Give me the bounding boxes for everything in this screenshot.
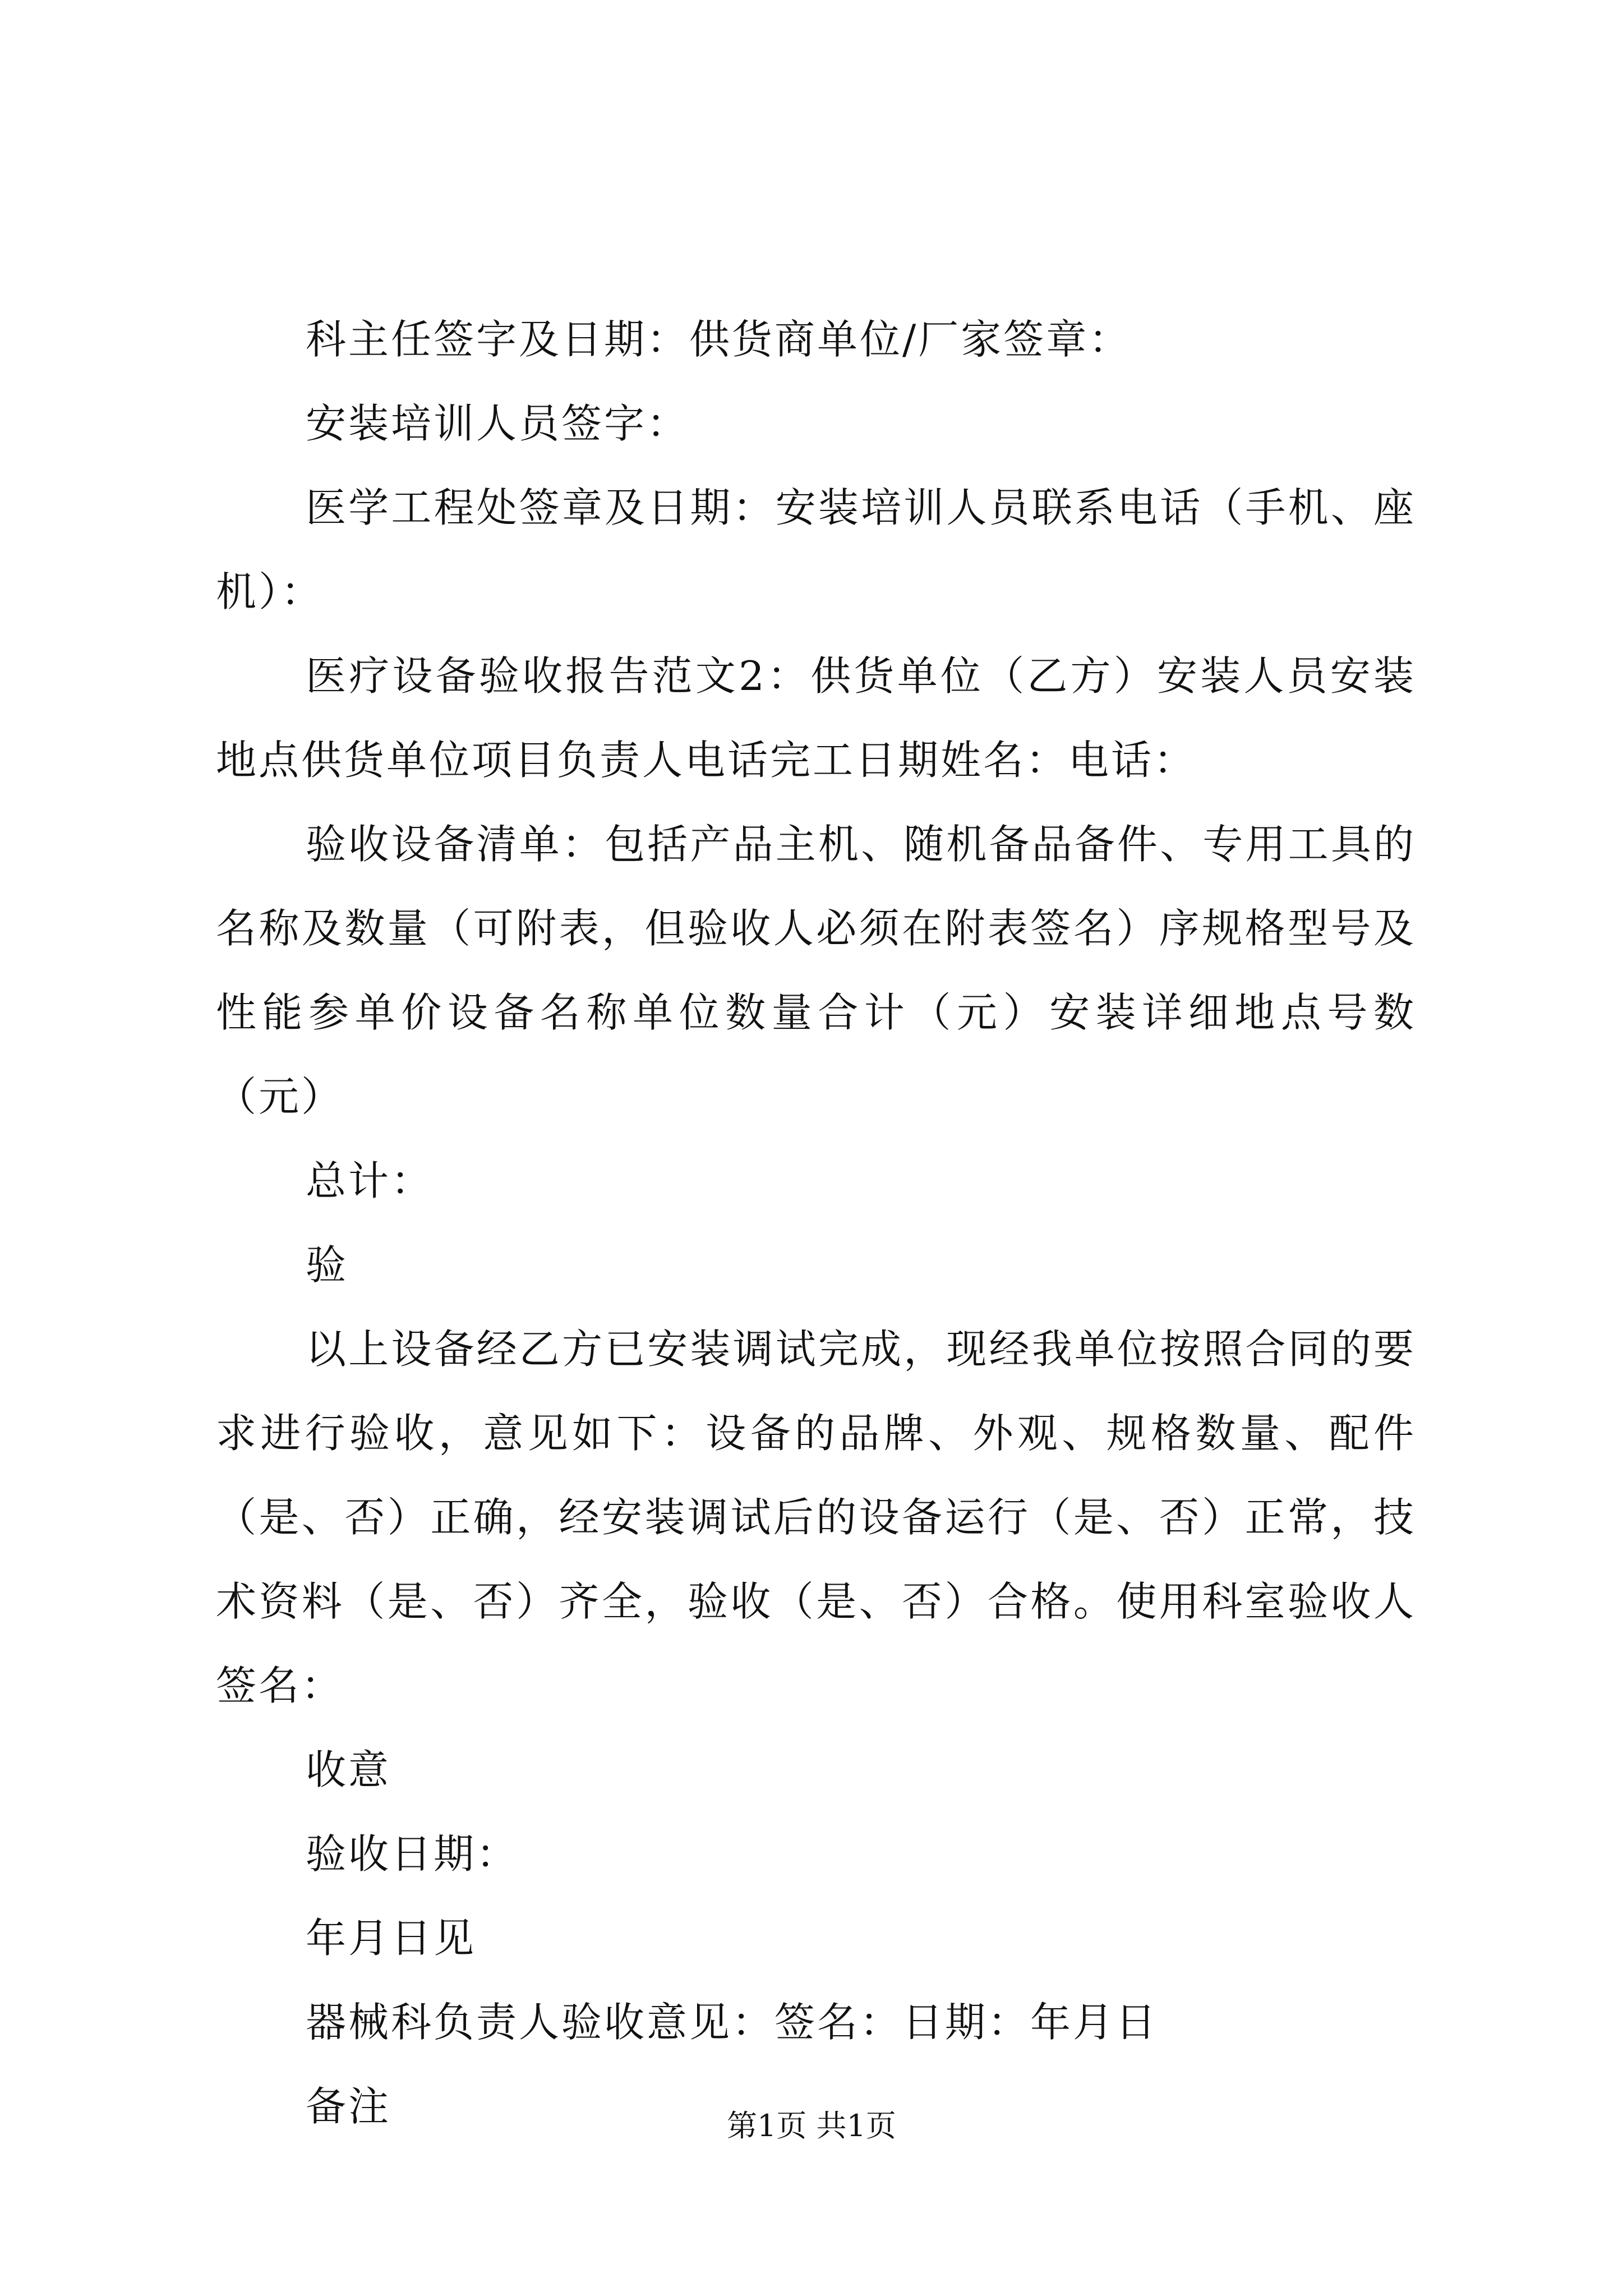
document-body bbox=[216, 297, 1416, 2148]
paragraph-signature-director: 科主任签字及日期：供货商单位/厂家签章： bbox=[306, 316, 1132, 363]
paragraph-total: 总计： bbox=[306, 1157, 434, 1204]
paragraph-acceptance-date: 验收日期： bbox=[306, 1830, 519, 1878]
paragraph-receive-opinion: 收意 bbox=[306, 1746, 391, 1793]
paragraph-equipment-list: 验收设备清单：包括产品主机、随机备品备件、专用工具的名称及数量（可附表，但验收人必须在附表签名）序规格型号及性能参单价设备名称单位数量合计（元）安装详细地点号数（元） bbox=[216, 821, 1416, 1120]
paragraph-date-fields: 年月日见 bbox=[306, 1915, 477, 1962]
paragraph-acceptance-opinion: 以上设备经乙方已安装调试完成，现经我单位按照合同的要求进行验收，意见如下：设备的品牌、外观、规格数量、配件（是、否）正确，经安装调试后的设备运行（是、否）正常，技术资料（是、否）齐全，验收（是、否）合格。使用科室验收人签名： bbox=[216, 1326, 1416, 1709]
page-number: 第1页 共1页 bbox=[727, 2108, 896, 2143]
paragraph-installer-signature: 安装培训人员签字： bbox=[306, 400, 690, 447]
paragraph-report-sample-2: 医疗设备验收报告范文2：供货单位（乙方）安装人员安装地点供货单位项目负责人电话完工日期姓名：电话： bbox=[216, 652, 1416, 784]
paragraph-inspect-char: 验 bbox=[306, 1241, 349, 1289]
page-footer bbox=[0, 2106, 1623, 2146]
paragraph-equipment-dept-opinion: 器械科负责人验收意见：签名：日期：年月日 bbox=[306, 1999, 1159, 2046]
paragraph-engineering-seal: 医学工程处签章及日期：安装培训人员联系电话（手机、座机）： bbox=[216, 484, 1416, 615]
paragraph-remarks: 备注 bbox=[306, 2083, 391, 2130]
